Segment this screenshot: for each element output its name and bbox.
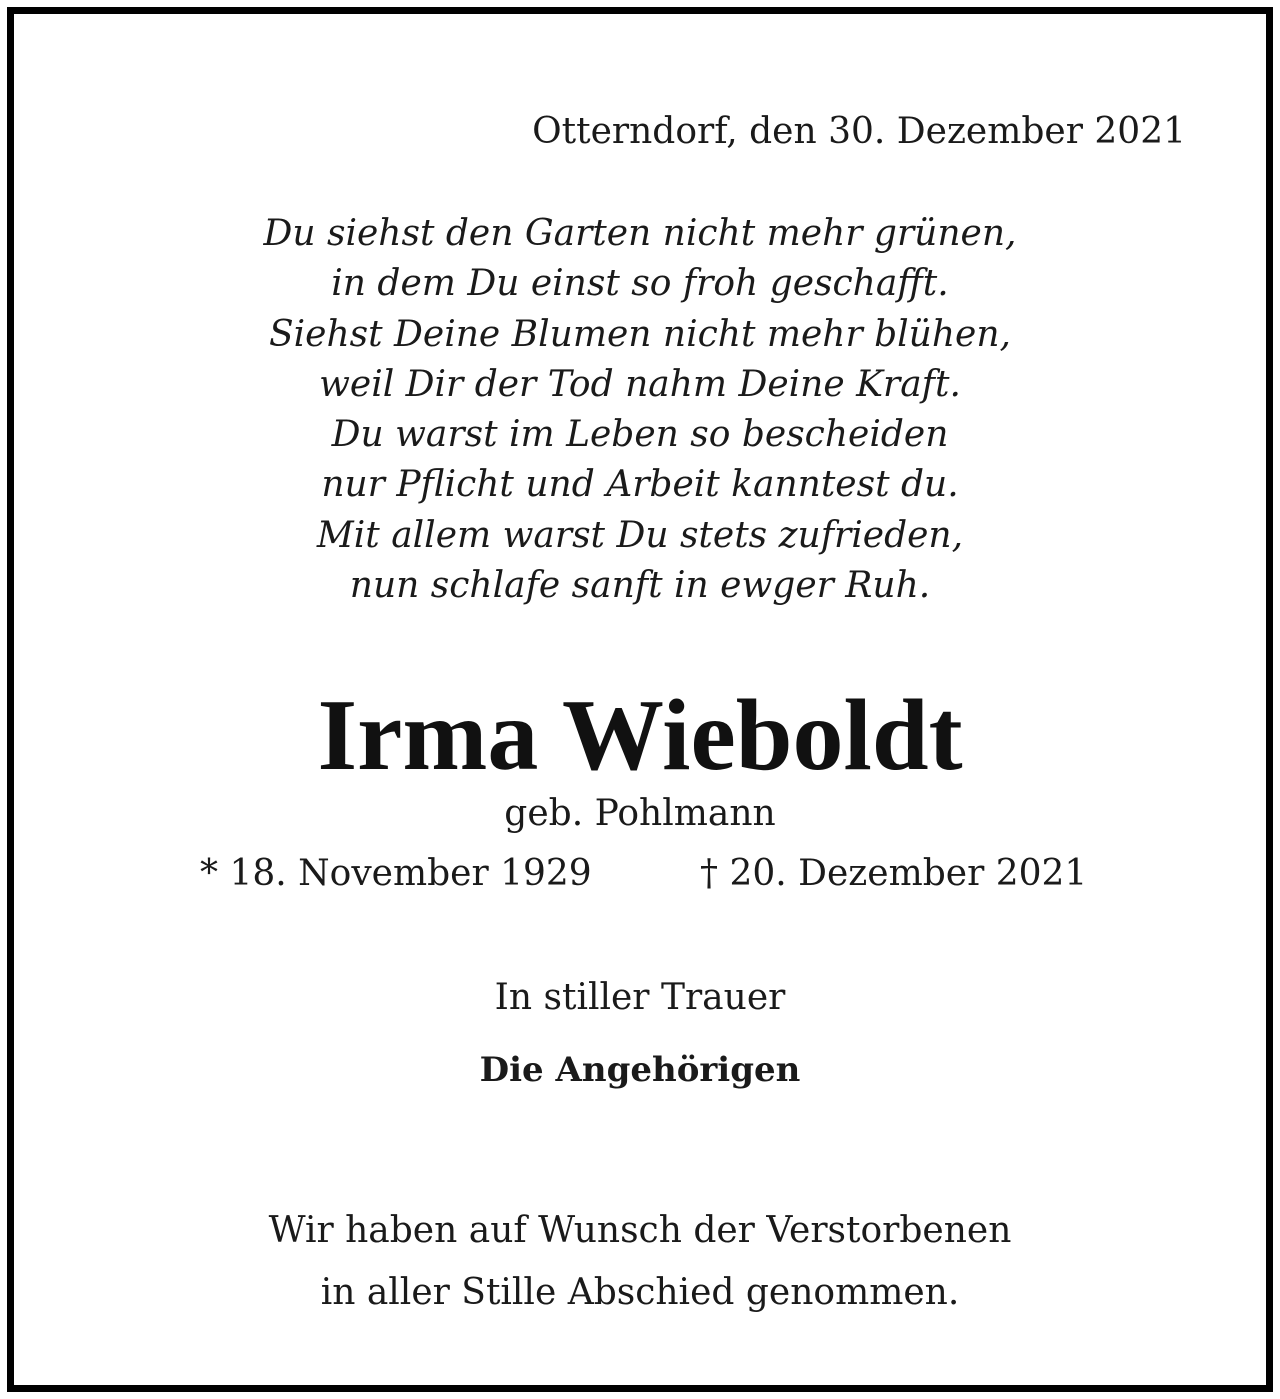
mourning-line: In stiller Trauer xyxy=(494,977,786,1018)
place-date: Otterndorf, den 30. Dezember 2021 xyxy=(532,111,1186,152)
maiden-name: geb. Pohlmann xyxy=(504,793,776,834)
birth-date: * 18. November 1929 xyxy=(200,853,592,894)
poem-line: Du warst im Leben so bescheiden xyxy=(331,414,949,456)
poem-line: weil Dir der Tod nahm Deine Kraft. xyxy=(319,363,961,405)
poem-line: Du siehst den Garten nicht mehr grünen, xyxy=(263,213,1017,254)
poem-line: Siehst Deine Blumen nicht mehr blühen, xyxy=(269,313,1011,355)
deceased-name: Irma Wieboldt xyxy=(317,679,963,792)
memorial-poem xyxy=(14,209,1266,611)
farewell-note-line: in aller Stille Abschied genommen. xyxy=(320,1272,960,1313)
poem-line: nur Pflicht und Arbeit kanntest du. xyxy=(321,464,959,506)
poem-line: in dem Du einst so froh geschafft. xyxy=(331,263,949,305)
relatives-signature: Die Angehörigen xyxy=(479,1050,801,1090)
farewell-note xyxy=(14,1200,1266,1324)
obituary-notice xyxy=(7,7,1273,1392)
farewell-note-line: Wir haben auf Wunsch der Verstorbenen xyxy=(268,1210,1012,1251)
death-date: † 20. Dezember 2021 xyxy=(700,853,1088,894)
poem-line: Mit allem warst Du stets zufrieden, xyxy=(316,514,964,556)
poem-line: nun schlafe sanft in ewger Ruh. xyxy=(349,565,931,607)
